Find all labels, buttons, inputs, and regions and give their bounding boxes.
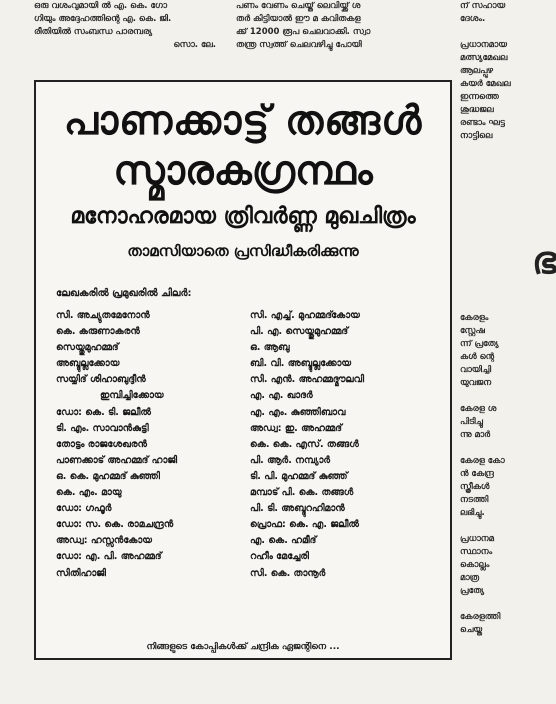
text-line — [460, 442, 548, 455]
memorial-book-advertisement — [34, 80, 452, 660]
contributor-name: പി. ടി. അബ്ദുറഹിമാൻ — [250, 503, 345, 515]
text-line: സ്റ്റേഷ — [460, 326, 485, 336]
contributors-left — [56, 308, 246, 582]
text-line: ശുദ്ധജല — [460, 105, 494, 115]
text-line: ന്നു മാർ — [460, 430, 491, 440]
contributor-name: തോട്ടം രാജശേഖരൻ — [56, 438, 147, 450]
text-line: കൾ ന്റെ — [460, 352, 495, 362]
contributor-name: സി. എച്ച്. മുഹമ്മദ്കോയ — [250, 310, 360, 321]
contributor-name: കെ. കരുണാകരൻ — [56, 326, 140, 338]
text-line — [460, 26, 548, 39]
text-line — [460, 299, 548, 312]
contributor-name: റഹീം മേച്ചേരി — [250, 551, 309, 563]
contributor-name: സി. കെ. താനൂർ — [250, 567, 326, 579]
column-top-left — [34, 0, 224, 52]
column-right — [460, 0, 548, 637]
contributor-name: ഡോ: എ. പി. അഹമ്മദ് — [56, 551, 162, 563]
text-line: ന്ന് പ്രത്യേ — [460, 339, 499, 349]
ad-title-line1: പാണക്കാട്ട് തങ്ങൾ — [63, 98, 423, 144]
contributor-name: എ. എം. കുഞ്ഞിബാവ — [250, 406, 346, 418]
ad-subtitle: മനോഹരമായ ത്രിവർണ്ണ മുഖചിത്രം — [70, 204, 416, 229]
text-line: വായിച്ചി — [460, 365, 492, 375]
text-line: കേരള കോ — [460, 456, 505, 466]
signature: സൊ. ലേ. — [173, 40, 216, 50]
contributor-name: പാണക്കാട് അഹമ്മദ് ഹാജി — [56, 454, 178, 466]
text-line — [460, 208, 548, 221]
text-line: യുവജന — [460, 378, 492, 388]
text-line: പ്രധാനമ — [460, 534, 494, 544]
text-line: മത്സ്യമേഖല — [460, 53, 508, 63]
contributor-name: ഇമ്പിച്ചിക്കോയ — [100, 390, 164, 402]
text-line — [460, 182, 548, 195]
text-line: ൻ കേന്ദ്ര — [460, 469, 494, 479]
text-line: പ്രധാനമായ — [460, 40, 507, 50]
ad-title-line2: സ്മാരകഗ്രന്ഥം — [113, 148, 373, 194]
text-line: രീതിയിൽ സംബന്ധ പാരമ്പര്യ — [34, 27, 153, 37]
text-line: രണ്ടാം ഘട്ട — [460, 118, 505, 128]
text-line: ന് സഹായ — [460, 1, 506, 11]
contributors-heading: ലേഖകരിൽ പ്രമുഖരിൽ ചിലർ: — [56, 288, 192, 299]
text-line: ഒരു വശംവുമായി ൽ എ. കെ. ഗോ — [34, 1, 168, 11]
text-line: കേരളത്തി — [460, 612, 501, 622]
text-line: ലഭിച്ചു. — [460, 508, 485, 518]
contributor-name: സയ്യിദ് ശിഹാബുദ്ദീൻ — [56, 374, 146, 386]
text-line: കൊല്ലം — [460, 560, 490, 570]
text-line — [460, 169, 548, 182]
contributor-name: ടി. പി. മുഹമ്മദ് കുഞ്ഞ് — [250, 470, 348, 482]
text-line: തന്ത്ര സ്വത്ത് ചെലവഴിച്ചു പോയി — [236, 40, 362, 50]
headline-glyph: ഭ — [532, 238, 556, 282]
contributor-name: കെ. എം. മായു — [56, 487, 122, 499]
text-line: പിടിച്ചു — [460, 417, 483, 427]
contributor-name: ഒ. കെ. മുഹമ്മദ് കുഞ്ഞി — [56, 470, 160, 482]
text-line — [460, 195, 548, 208]
contributor-name: കെ. കെ. എസ്. തങ്ങൾ — [250, 438, 359, 450]
text-line: പണം വേണം ചെയ്ത് ലെവിയ്ക്ക് ശ — [236, 1, 361, 11]
text-line: സ്ഥാനം — [460, 547, 493, 557]
contributor-name: സി. അച്യുതമേനോൻ — [56, 310, 150, 321]
contributor-name: എ. കെ. ഹമീദ് — [250, 535, 317, 547]
text-line: നടത്തി — [460, 495, 489, 505]
text-line — [460, 143, 548, 156]
text-line: ദേശം. — [460, 14, 486, 24]
contributor-name: സിതിഹാജി — [56, 567, 106, 579]
text-line: സ്ത്രീകൾ — [460, 482, 490, 492]
contributor-name: അഡ്വ: ഹസ്സൻകോയ — [56, 535, 153, 547]
contributor-name: അബ്ദുല്ലക്കോയ — [56, 358, 120, 370]
text-line — [460, 390, 548, 403]
contributor-name: ഒ. ആബു — [250, 342, 290, 354]
contributor-name: പി. ആർ. നമ്പ്യാർ — [250, 454, 331, 466]
text-line: നാട്ടിലെ — [460, 131, 493, 141]
text-line: ഗിയും അദ്ദേഹത്തിന്റെ എ. കെ. ജി. — [34, 14, 172, 24]
contributor-name: പ്രൊഫ: കെ. എ. ജലീൽ — [250, 519, 359, 531]
text-line: തർ കിട്ടിയാൽ ഈ മ കവിതകള — [236, 14, 361, 24]
contributor-name: മമ്പാട് പി. കെ. തങ്ങൾ — [250, 487, 354, 499]
text-line: കേരളം — [460, 313, 489, 323]
text-line — [460, 286, 548, 299]
text-line: ആലപ്പുഴ — [460, 66, 493, 76]
column-top-middle — [236, 0, 454, 52]
contributor-name: സി. എൻ. അഹമ്മദ്മൗലവി — [250, 374, 365, 386]
ad-footer-note: നിങ്ങളുടെ കോപ്പികൾക്ക് ചന്ദ്രിക ഏജന്റിനെ ... — [146, 642, 340, 652]
text-line: മാത്ര — [460, 573, 480, 583]
ad-tagline: താമസിയാതെ പ്രസിദ്ധീകരിക്കുന്നു — [127, 242, 359, 260]
text-line: ഇന്നത്തെ — [460, 92, 499, 102]
contributor-name: എ. എ. ഖാദർ — [250, 390, 313, 402]
contributor-name: ബി. വി. അബ്ദുല്ലക്കോയ — [250, 358, 352, 370]
contributor-name: ഡോ: സ. കെ. രാമചന്ദ്രൻ — [56, 519, 174, 531]
text-line: ക്ക് 12000 രൂപ ചെലവാക്കി. സ്വാ — [236, 27, 371, 37]
contributors-right — [250, 308, 430, 582]
contributor-name: സെയ്തുമുഹമ്മദ് — [56, 342, 119, 354]
text-line — [460, 520, 548, 533]
text-line: ചെയ്ത — [460, 625, 483, 635]
text-line — [460, 156, 548, 169]
contributor-name: ഡോ: കെ. ടി. ജലീൽ — [56, 406, 151, 418]
text-line: കയർ മേഖല — [460, 79, 511, 89]
contributor-name: ഡോ: ഗഫൂർ — [56, 503, 112, 515]
text-line: പ്രത്യേ — [460, 586, 485, 596]
contributor-name: പി. എ. സെയ്തുമുഹമ്മദ് — [250, 326, 349, 338]
contributor-name: അഡ്വ: ഇ. അഹമ്മദ് — [250, 422, 342, 434]
text-line — [460, 221, 548, 234]
text-line — [460, 598, 548, 611]
text-line: കേരള ശ — [460, 404, 497, 414]
contributor-name: ടി. എം. സാവാൻകുട്ടി — [56, 422, 149, 434]
